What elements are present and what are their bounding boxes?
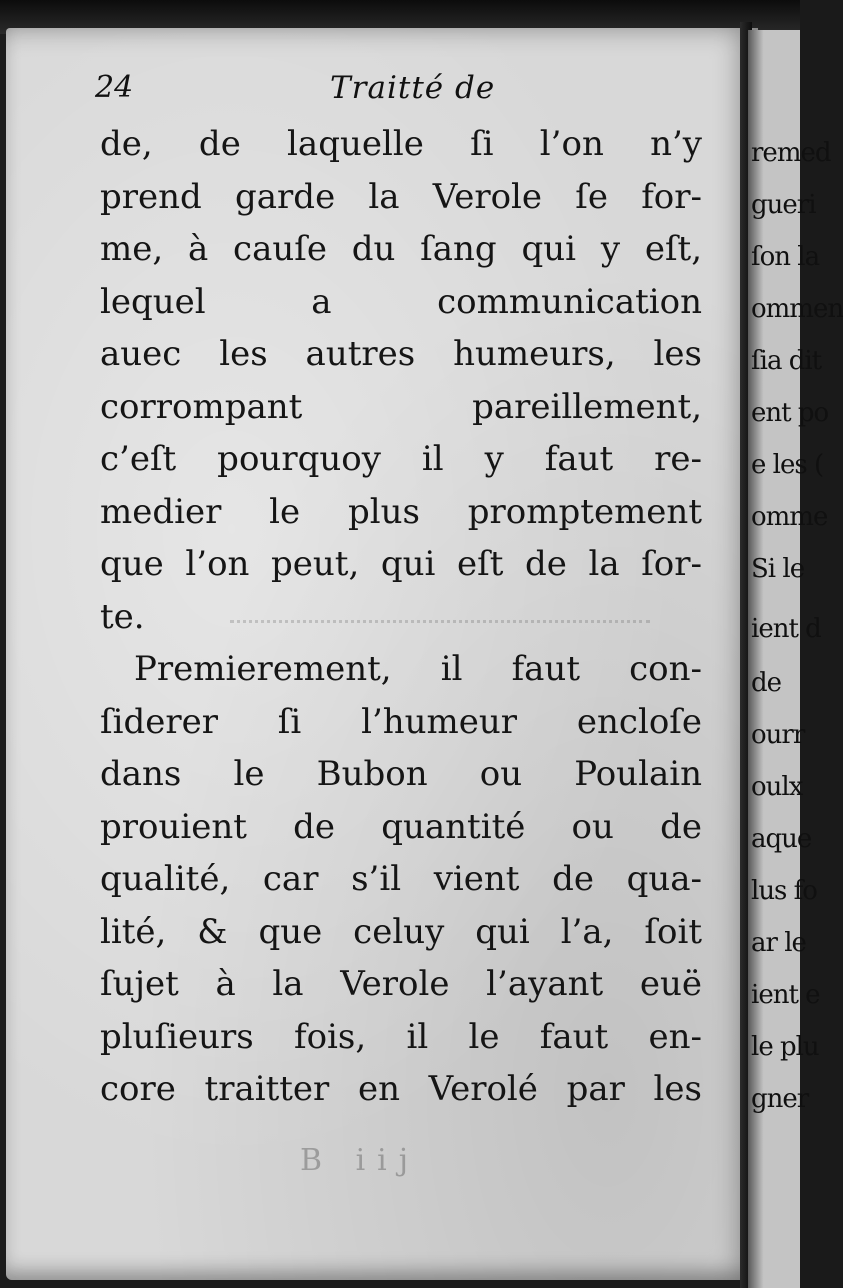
facing-page-fragment: ar le (751, 928, 806, 958)
facing-page-fragment: lus fo (751, 876, 817, 906)
text-line: qualité, car s’il vient de qua- (100, 859, 702, 899)
text-line: lité, & que celuy qui l’a, ſoit (100, 911, 702, 952)
facing-page-fragment: Si le (751, 554, 805, 584)
facing-page-fragment: oulx (751, 772, 803, 802)
text-line: de, de laquelle ſi l’on n’y (100, 124, 702, 164)
facing-page-fragment: ent po (751, 398, 829, 428)
facing-page-fragment: e les ( (751, 450, 824, 480)
facing-page (748, 30, 843, 1288)
text-line: prouient de quantité ou de (100, 806, 702, 847)
text-line: pluſieurs fois, il le faut en- (100, 1016, 702, 1057)
text-line: prend garde la Verole ſe for- (100, 176, 702, 217)
text-line: lequel a communication (100, 281, 702, 322)
facing-page-fragment: gner (751, 1084, 809, 1114)
text-line: auec les autres humeurs, les (100, 334, 702, 374)
facing-page-fragment: remed (751, 138, 831, 168)
running-head: Traitté de (330, 70, 496, 106)
facing-page-fragment: ſia dit (751, 346, 822, 376)
text-line: me, à cauſe du ſang qui y eſt, (100, 229, 702, 269)
page-number: 24 (95, 70, 134, 105)
text-line: te. (100, 596, 145, 637)
facing-page-fragment: ient e (751, 980, 820, 1010)
facing-page-fragment: ient d (751, 614, 821, 644)
facing-page-fragment: gueri (751, 190, 816, 220)
text-line: que l’on peut, qui eſt de la ſor- (100, 544, 702, 584)
paragraph-start-line: Premierement, il faut con- (134, 649, 702, 689)
text-line: corrompant pareillement, (100, 386, 702, 427)
facing-page-fragment: de (751, 668, 782, 698)
text-line: core traitter en Verolé par les (100, 1069, 702, 1109)
signature-mark-bleed: B iij (300, 1143, 421, 1178)
text-line: c’eſt pourquoy il y faut re- (100, 439, 702, 479)
show-through-text (230, 620, 650, 647)
body-text (100, 118, 702, 1116)
facing-page-fragment: ommen (751, 294, 843, 324)
facing-page-fragment: ſon la (751, 242, 820, 272)
facing-page-fragment: le plu (751, 1032, 819, 1062)
text-line: dans le Bubon ou Poulain (100, 754, 702, 794)
facing-page-fragment: omme (751, 502, 828, 532)
facing-page-fragment: aque (751, 824, 812, 854)
text-line: ſiderer ſi l’humeur encloſe (100, 701, 702, 742)
text-line: ſujet à la Verole l’ayant euë (100, 964, 702, 1004)
facing-page-fragment: ourr (751, 720, 805, 750)
text-line: medier le plus promptement (100, 491, 702, 532)
